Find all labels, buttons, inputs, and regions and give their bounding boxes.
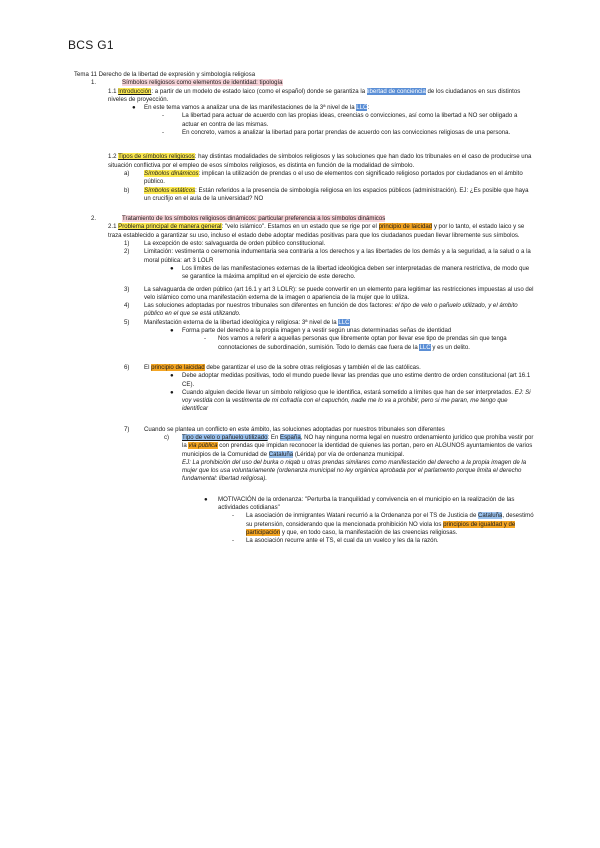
i5-dash-end: y es un delito. [430,343,470,351]
list-item-7 [74,426,534,434]
list-item-2-num: 2) [124,248,130,256]
i5-dash-text: Nos vamos a referir a aquellas personas que libremente optan por llevar ese tipo de prendas sin que tenga connotaciones de subordinación, sumisión. Todo lo demás cae fuera de la [218,335,507,351]
list-item-6-text: El [144,363,152,371]
list-item-6-text-end: debe garantizar el uso de la sobre otras religiosas y también el de las católicas. [204,363,421,371]
dash2-text: La asociación recurre ante el TS, el cual da un vuelco y les da la razón. [246,537,439,545]
dash1-text-b: , desestimó su pretensión, considerando que la mencionada prohibición NO viola los [246,512,534,528]
dash-mark: - [232,512,235,520]
p11-text: : a partir de un modelo de estado laico (como el español) donde se garantiza la [151,87,367,95]
item-b-estaticos [74,187,534,204]
bullet-dot: ● [132,104,136,112]
list-item-3-num: 3) [124,285,130,293]
motivacion-dash-1 [74,512,534,537]
p21-highlight-laicidad: principio de laicidad [378,223,433,231]
list-item-5-text: Manifestación externa de la libertad ideológica y religiosa: 3ª nivel de la [144,318,339,326]
item-a-label: a) [124,169,130,177]
dash1-highlight-cataluna: Cataluña [478,512,503,520]
list-item-6-num: 6) [124,363,130,371]
item-a-dinamicos [74,170,534,187]
bullet-dot: ● [170,264,174,272]
bullet-dot: ● [170,372,174,380]
list-item-7-num: 7) [124,425,130,433]
list-item-5 [74,319,534,327]
p21-prefix: 2.1 [108,223,119,231]
p11-highlight-introduccion: Introducción [118,87,152,95]
list-item-3 [74,286,534,303]
item-c-highlight-cataluna: Cataluña [268,450,294,458]
list-item-6-highlight: principio de laicidad [151,363,205,371]
section-2-heading [74,215,534,223]
bullet-dot: ● [170,388,174,396]
paragraph-1-1 [74,88,534,105]
item-b-text: : Están referidos a la presencia de simbología religiosa en los espacios públicos (administración). EJ: ¿Es posible que haya un crucifijo en el aula de la universidad? NO [144,186,529,202]
list-item-2 [74,248,534,265]
p11-prefix: 1.1 [108,87,119,95]
item-a-text: : implican la utilización de prendas o el uso de elementos con significado religioso portados por ciudadanos en el ámbito público. [144,169,523,186]
list-item-4-italic: el tipo de velo o pañuelo utilizado, y el ámbito público en el que se está utilizando. [144,302,518,318]
p21-text-end: y por lo tanto, el estado laico y se traza establecido a garantizar su uso, incluso el estado debe adoptar medidas positivas para que los ciudadanos puedan llevar libremente sus símbolos. [108,223,525,239]
i2-bullet-text: Los límites de las manifestaciones externas de la libertad ideológica deben ser interpretadas de manera restrictiva, de modo que se garantice la máxima amplitud en el ejercicio de este derecho. [182,264,530,281]
p12-prefix: 1.2 [108,153,119,161]
dash-1-1 [74,112,534,129]
section-1-title: Símbolos religiosos como elementos de identidad: tipología [122,79,283,87]
item-c-highlight-via: vía pública [188,442,218,450]
i5-dash-highlight-llc: LLC [419,343,431,351]
i6-bullet-2-text: Cuando alguien decide llevar un símbolo religioso que le identifica, estará sometido a límites que han de ser interpretados. [182,388,515,396]
section-2-number: 2. [91,215,97,223]
item-c-example [74,459,534,484]
item-c-text-d: (Lérida) por vía de ordenanza municipal. [293,450,405,458]
b11-highlight-llc: LLC [356,104,368,112]
list-item-2-bullet [74,265,534,282]
page-header-title: BCS G1 [68,38,114,52]
list-item-4-num: 4) [124,302,130,310]
list-item-6-bullet-1 [74,372,534,389]
motivacion-text: MOTIVACIÓN de la ordenanza: "Perturba la tranquilidad y convivencia en el municipio en la realización de las actividades cotidianas" [218,495,515,512]
bullet-dot: ● [204,495,208,503]
item-c-highlight: Tipo de velo o pañuelo utilizado [182,433,268,441]
d12-text: En concreto, vamos a analizar la libertad para portar prendas de acuerdo con las convicciones religiosas de una persona. [182,129,511,137]
dash-mark: - [232,537,235,545]
item-c-italic-example: EJ: La prohibición del uso del burka o niqab u otras prendas similares como manifestación del derecho a la propia imagen de la mujer que los usa voluntariamente (ordenanza municipal no ley orgánica aprobada por el parlamento porque limita el derecho fundamental: libertad religiosa). [182,458,527,483]
section-1-heading [74,79,534,87]
i5-bullet-text: Forma parte del derecho a la propia imagen y a vestir según unas determinadas señas de identidad [182,327,452,335]
p11-text-end: de los ciudadanos en sus distintos niveles de proyección. [108,87,521,103]
i6-bullet-2-italic: EJ: Si voy vestida con la vestimenta de mi cofradía con el capuchón, nadie me lo va a prohibir, pero si me paran, me tengo que identificar [182,388,531,413]
list-item-1-num: 1) [124,240,130,248]
list-item-6 [74,364,534,372]
list-item-1-text: La excepción de esto: salvaguarda de orden público constitucional. [144,240,326,248]
dash-mark: - [162,129,165,137]
list-item-6-bullet-2 [74,389,534,414]
list-item-5-bullet [74,327,534,335]
motivacion-bullet [74,496,534,513]
p21-text: : "velo islámico". Estamos en un estado que se rige por el [221,223,379,231]
dash1-text-a: La asociación de inmigrantes Watani recurrió a la Ordenanza por el TS de Justicia de [246,512,479,520]
topic-title: Tema 11 Derecho de la libertad de expresión y simbología religiosa [74,71,256,78]
item-b-highlight: Símbolos estáticos [144,186,196,194]
item-c-label: c) [164,433,170,441]
document-body [74,71,534,546]
item-a-highlight: Símbolos dinámicos [144,169,199,177]
dash-1-2 [74,129,534,137]
list-item-3-text: La salvaguarda de orden público (art 16.1 y art 3 LOLR): se puede convertir en un elemento para legitimar las restricciones impuestas al uso del velo islámico como una manifestación externa de la imagen o apariencia de la mujer que lo utiliza. [144,285,534,301]
item-c-text-a: : En [267,433,281,441]
paragraph-1-2 [74,153,534,170]
item-c-highlight-espana: España [280,433,301,441]
item-c-text-c: con prendas que impidan reconocer la identidad de quienes las portan, pero en ALGUNOS ayuntamientos de varios municipios de la Comunidad de [182,442,533,458]
p12-text: : hay distintas modalidades de símbolos religiosos y las soluciones que han dado los tribunales en el caso de producirse una situación conflictiva por el empleo de esos símbolos religiosos, es distinta en función de la modalidad de símbolo. [108,153,532,169]
dash-mark: - [204,335,207,343]
list-item-5-highlight-llc: LLC [338,318,350,326]
list-item-5-dash [74,335,534,352]
dash1-highlight-principios: principios de igualdad y de participación [246,520,516,536]
item-c-text-b: , NO hay ninguna norma legal en nuestro ordenamiento jurídico que prohíba vestir por la [182,433,534,450]
list-item-4 [74,302,534,319]
b11-text: En este tema vamos a analizar una de las manifestaciones de la 3ª nivel de la [144,104,357,112]
list-item-7-text: Cuando se plantea un conflicto en este ámbito, las soluciones adoptadas por nuestros tribunales son diferentes [144,425,445,433]
i6-bullet-1-text: Debe adoptar medidas positivas, todo el mundo puede llevar las prendas que uno estime dentro de orden constitucional (art 16.1 CE). [182,372,531,388]
section-2-title: Tratamiento de los símbolos religiosos dinámicos: particular preferencia a los símbolos dinámicos [122,215,386,223]
list-item-1 [74,240,534,248]
motivacion-dash-2 [74,537,534,545]
b11-colon: : [367,104,370,112]
dash1-text-c: y que, en todo caso, la manifestación de las creencias religiosas. [280,528,458,536]
section-1-number: 1. [91,79,97,87]
list-item-4-text: Las soluciones adoptadas por nuestros tribunales son diferentes en función de dos factores: [144,302,395,310]
list-item-5-num: 5) [124,318,130,326]
p12-highlight-tipos: Tipos de símbolos religiosos [118,153,195,161]
p11-highlight-libertad: libertad de conciencia [366,87,426,95]
bullet-1-1 [74,104,534,112]
dash-mark: - [162,112,165,120]
item-b-label: b) [124,186,130,194]
d11-text: La libertad para actuar de acuerdo con las propias ideas, creencias o convicciones, así como la libertad a NO ser obligado a actuar en contra de las mismas. [182,112,518,128]
p21-highlight-problema: Problema principal de manera general [118,223,222,231]
bullet-dot: ● [170,327,174,335]
item-c-tipo-velo [74,434,534,459]
list-item-2-text: Limitación: vestimenta o ceremonia indumentaria sea contraria a los derechos y a las libertades de los demás y a la seguridad, a la salud o a la moral pública: art 3 LOLR [144,248,531,264]
paragraph-2-1 [74,223,534,240]
